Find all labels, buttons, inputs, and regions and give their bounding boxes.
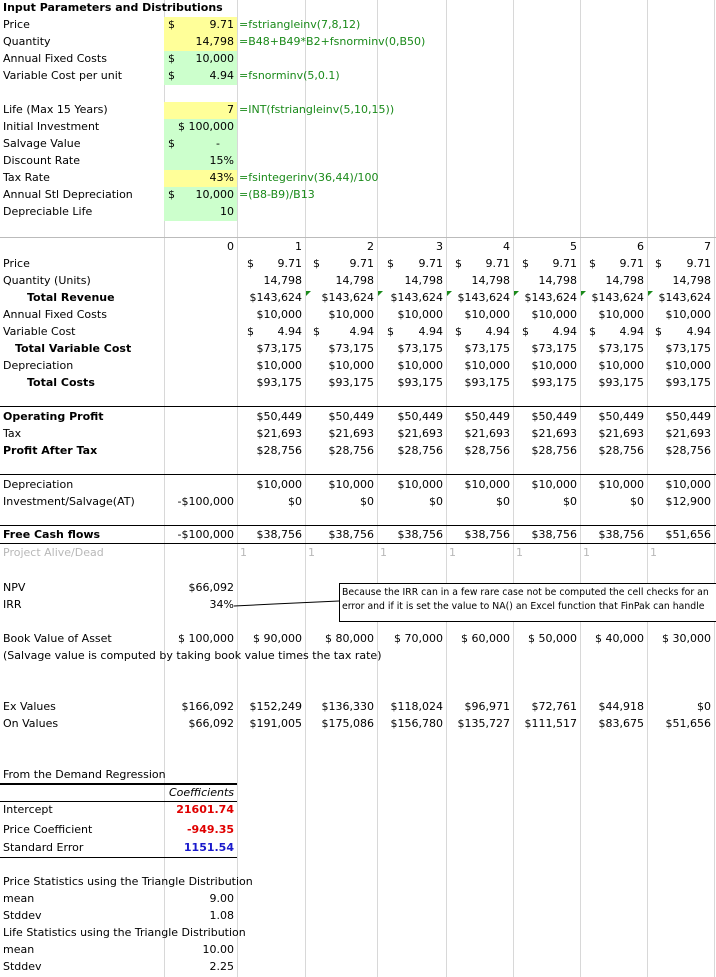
- row-dep-1: $10,000: [256, 359, 302, 372]
- row-dep2-7: $10,000: [665, 478, 711, 491]
- input-price-label: Price: [3, 18, 30, 31]
- row-price-cur-2: $: [313, 257, 320, 270]
- irr-comment-line-2: error and if it is set the value to NA() an Excel function that FinPak can handle: [342, 601, 705, 612]
- row-fcf-4: $38,756: [464, 528, 510, 541]
- row-fixed-1: $10,000: [256, 308, 302, 321]
- row-qty-label: Quantity (Units): [3, 274, 91, 287]
- row-varc-cur-1: $: [247, 325, 254, 338]
- row-varc-cur-6: $: [589, 325, 596, 338]
- regression-header: Coefficients: [168, 786, 234, 799]
- ex-label: Ex Values: [3, 700, 56, 713]
- row-dep2-label: Depreciation: [3, 478, 74, 491]
- regression-price-value: -949.35: [186, 823, 234, 836]
- row-fcf-3: $38,756: [397, 528, 443, 541]
- input-price-cur: $: [168, 18, 175, 31]
- row-dep-5: $10,000: [531, 359, 577, 372]
- row-tvc-4: $73,175: [464, 342, 510, 355]
- book-label: Book Value of Asset: [3, 632, 112, 645]
- row-pat-4: $28,756: [464, 444, 510, 457]
- row-dep2-6: $10,000: [598, 478, 644, 491]
- regression-intercept-label: Intercept: [3, 803, 53, 816]
- row-rev-1: $143,624: [249, 291, 302, 304]
- regression-rule-bottom: [0, 857, 237, 858]
- ex-5: $72,761: [531, 700, 577, 713]
- year-5: 5: [570, 240, 577, 253]
- row-qty-1: 14,798: [263, 274, 302, 287]
- row-inv-label: Investment/Salvage(AT): [3, 495, 135, 508]
- inputs-title: Input Parameters and Distributions: [3, 1, 223, 14]
- input-tax-formula: =fsintegerinv(36,44)/100: [239, 171, 379, 184]
- row-tc-2: $93,175: [328, 376, 374, 389]
- book-5: $ 50,000: [528, 632, 577, 645]
- row-tax-1: $21,693: [256, 427, 302, 440]
- row-rev-2: $143,624: [321, 291, 374, 304]
- input-life-formula: =INT(fstriangleinv(5,10,15)): [239, 103, 395, 116]
- row-inv-2: $0: [360, 495, 374, 508]
- row-tvc-6: $73,175: [598, 342, 644, 355]
- input-investment-value[interactable]: $ 100,000: [178, 120, 234, 133]
- regression-se-value: 1151.54: [183, 841, 234, 854]
- row-varc-cur-2: $: [313, 325, 320, 338]
- on-7: $51,656: [665, 717, 711, 730]
- book-7: $ 30,000: [662, 632, 711, 645]
- row-fixed-label: Annual Fixed Costs: [3, 308, 107, 321]
- regression-title: From the Demand Regression: [3, 768, 166, 781]
- row-alive-2: 1: [308, 546, 315, 559]
- row-dep-7: $10,000: [665, 359, 711, 372]
- row-tax-5: $21,693: [531, 427, 577, 440]
- input-quantity-value[interactable]: 14,798: [195, 35, 234, 48]
- pricestats-mean-label: mean: [3, 892, 35, 905]
- row-varc-cur-3: $: [387, 325, 394, 338]
- pricestats-stddev-value: 1.08: [209, 909, 234, 922]
- row-alive-4: 1: [449, 546, 456, 559]
- row-tc-label: Total Costs: [27, 376, 95, 389]
- error-indicator: [648, 291, 653, 296]
- input-deprlife-label: Depreciable Life: [3, 205, 93, 218]
- row-tc-4: $93,175: [464, 376, 510, 389]
- input-varcost-value[interactable]: 4.94: [209, 69, 234, 82]
- row-varc-6: 4.94: [619, 325, 644, 338]
- row-inv-5: $0: [563, 495, 577, 508]
- row-varc-cur-5: $: [522, 325, 529, 338]
- row-op-7: $50,449: [665, 410, 711, 423]
- row-varc-cur-4: $: [455, 325, 462, 338]
- year-7: 7: [704, 240, 711, 253]
- input-discount-value[interactable]: 15%: [209, 154, 234, 167]
- input-salvage-cur: $: [168, 137, 175, 150]
- input-depr-label: Annual Stl Depreciation: [3, 188, 133, 201]
- row-qty-7: 14,798: [672, 274, 711, 287]
- row-inv-0: -$100,000: [177, 495, 234, 508]
- irr-comment-line-1: Because the IRR can in a few rare case not be computed the cell checks for an: [342, 587, 709, 598]
- row-op-2: $50,449: [328, 410, 374, 423]
- row-tvc-5: $73,175: [531, 342, 577, 355]
- row-inv-7: $12,900: [665, 495, 711, 508]
- input-tax-value[interactable]: 43%: [209, 171, 234, 184]
- row-qty-5: 14,798: [538, 274, 577, 287]
- lifestats-stddev-label: Stddev: [3, 960, 42, 973]
- input-quantity-formula: =B48+B49*B2+fsnorminv(0,B50): [239, 35, 426, 48]
- row-op-label: Operating Profit: [3, 410, 104, 423]
- book-6: $ 40,000: [595, 632, 644, 645]
- row-fixed-4: $10,000: [464, 308, 510, 321]
- ex-0: $166,092: [181, 700, 234, 713]
- on-4: $135,727: [457, 717, 510, 730]
- row-varc-1: 4.94: [277, 325, 302, 338]
- row-qty-3: 14,798: [404, 274, 443, 287]
- row-fcf-label: Free Cash flows: [3, 528, 101, 541]
- row-price-cur-7: $: [655, 257, 662, 270]
- row-dep-2: $10,000: [328, 359, 374, 372]
- on-2: $175,086: [321, 717, 374, 730]
- row-qty-2: 14,798: [335, 274, 374, 287]
- row-tvc-1: $73,175: [256, 342, 302, 355]
- row-rev-3: $143,624: [390, 291, 443, 304]
- irr-comment-box: [339, 583, 716, 622]
- row-dep-3: $10,000: [397, 359, 443, 372]
- pricestats-mean-value: 9.00: [209, 892, 234, 905]
- npv-label: NPV: [3, 581, 26, 594]
- comment-connector: [234, 597, 340, 611]
- lifestats-mean-label: mean: [3, 943, 35, 956]
- row-tc-6: $93,175: [598, 376, 644, 389]
- row-alive-label: Project Alive/Dead: [3, 546, 104, 559]
- row-price-label: Price: [3, 257, 30, 270]
- row-inv-1: $0: [288, 495, 302, 508]
- row-pat-label: Profit After Tax: [3, 444, 98, 457]
- input-price-formula: =fstriangleinv(7,8,12): [239, 18, 361, 31]
- row-rev-4: $143,624: [457, 291, 510, 304]
- row-dep2-2: $10,000: [328, 478, 374, 491]
- book-1: $ 90,000: [253, 632, 302, 645]
- row-tvc-label: Total Variable Cost: [15, 342, 132, 355]
- regression-se-label: Standard Error: [3, 841, 84, 854]
- book-2: $ 80,000: [325, 632, 374, 645]
- input-depr-formula: =(B8-B9)/B13: [239, 188, 315, 201]
- ex-6: $44,918: [598, 700, 644, 713]
- book-0: $ 100,000: [178, 632, 234, 645]
- row-tax-7: $21,693: [665, 427, 711, 440]
- row-fixed-3: $10,000: [397, 308, 443, 321]
- error-indicator: [581, 291, 586, 296]
- row-fixed-2: $10,000: [328, 308, 374, 321]
- section-rule: [0, 406, 716, 407]
- row-fixed-5: $10,000: [531, 308, 577, 321]
- row-alive-3: 1: [380, 546, 387, 559]
- row-varc-7: 4.94: [686, 325, 711, 338]
- on-label: On Values: [3, 717, 59, 730]
- input-salvage-label: Salvage Value: [3, 137, 81, 150]
- row-inv-6: $0: [630, 495, 644, 508]
- row-fcf-6: $38,756: [598, 528, 644, 541]
- row-fcf-1: $38,756: [256, 528, 302, 541]
- row-fixed-6: $10,000: [598, 308, 644, 321]
- input-life-value[interactable]: 7: [227, 103, 234, 116]
- row-tax-label: Tax: [3, 427, 22, 440]
- row-inv-3: $0: [429, 495, 443, 508]
- row-rev-7: $143,624: [658, 291, 711, 304]
- input-quantity-label: Quantity: [3, 35, 51, 48]
- row-varc-4: 4.94: [485, 325, 510, 338]
- on-0: $66,092: [188, 717, 234, 730]
- row-tc-7: $93,175: [665, 376, 711, 389]
- book-4: $ 60,000: [461, 632, 510, 645]
- npv-value: $66,092: [188, 581, 234, 594]
- row-pat-6: $28,756: [598, 444, 644, 457]
- row-price-cur-3: $: [387, 257, 394, 270]
- row-tvc-2: $73,175: [328, 342, 374, 355]
- row-pat-2: $28,756: [328, 444, 374, 457]
- ex-7: $0: [697, 700, 711, 713]
- row-dep2-1: $10,000: [256, 478, 302, 491]
- year-3: 3: [436, 240, 443, 253]
- row-dep-6: $10,000: [598, 359, 644, 372]
- input-deprlife-value[interactable]: 10: [220, 205, 234, 218]
- input-varcost-formula: =fsnorminv(5,0.1): [239, 69, 340, 82]
- error-indicator: [306, 291, 311, 296]
- row-varc-2: 4.94: [349, 325, 374, 338]
- row-pat-3: $28,756: [397, 444, 443, 457]
- ex-2: $136,330: [321, 700, 374, 713]
- year-0: 0: [227, 240, 234, 253]
- book-3: $ 70,000: [394, 632, 443, 645]
- row-alive-6: 1: [583, 546, 590, 559]
- input-fixed-label: Annual Fixed Costs: [3, 52, 107, 65]
- row-alive-5: 1: [516, 546, 523, 559]
- ex-4: $96,971: [464, 700, 510, 713]
- input-fixed-value[interactable]: 10,000: [195, 52, 234, 65]
- irr-label: IRR: [3, 598, 22, 611]
- row-price-cur-5: $: [522, 257, 529, 270]
- row-rev-6: $143,624: [591, 291, 644, 304]
- lifestats-mean-value: 10.00: [202, 943, 234, 956]
- on-3: $156,780: [390, 717, 443, 730]
- row-tvc-7: $73,175: [665, 342, 711, 355]
- input-depr-cur: $: [168, 188, 175, 201]
- row-alive-1: 1: [240, 546, 247, 559]
- pricestats-title: Price Statistics using the Triangle Distribution: [3, 875, 253, 888]
- row-fixed-7: $10,000: [665, 308, 711, 321]
- row-pat-1: $28,756: [256, 444, 302, 457]
- row-varc-5: 4.94: [552, 325, 577, 338]
- row-pat-7: $28,756: [665, 444, 711, 457]
- row-price-3: 9.71: [418, 257, 443, 270]
- input-discount-label: Discount Rate: [3, 154, 81, 167]
- row-inv-4: $0: [496, 495, 510, 508]
- row-dep-4: $10,000: [464, 359, 510, 372]
- year-6: 6: [637, 240, 644, 253]
- lifestats-title: Life Statistics using the Triangle Distribution: [3, 926, 246, 939]
- row-op-1: $50,449: [256, 410, 302, 423]
- row-rev-5: $143,624: [524, 291, 577, 304]
- row-qty-6: 14,798: [605, 274, 644, 287]
- row-varc-3: 4.94: [418, 325, 443, 338]
- row-dep2-3: $10,000: [397, 478, 443, 491]
- row-price-7: 9.71: [686, 257, 711, 270]
- row-dep-label: Depreciation: [3, 359, 74, 372]
- input-tax-label: Tax Rate: [3, 171, 50, 184]
- row-varc-label: Variable Cost: [3, 325, 76, 338]
- year-4: 4: [503, 240, 510, 253]
- row-price-5: 9.71: [552, 257, 577, 270]
- table-top-rule: [0, 237, 716, 238]
- error-indicator: [447, 291, 452, 296]
- row-tax-4: $21,693: [464, 427, 510, 440]
- row-fcf-5: $38,756: [531, 528, 577, 541]
- row-price-cur-4: $: [455, 257, 462, 270]
- row-tc-3: $93,175: [397, 376, 443, 389]
- section-rule: [0, 543, 716, 544]
- row-fcf-0: -$100,000: [177, 528, 234, 541]
- row-tax-2: $21,693: [328, 427, 374, 440]
- lifestats-stddev-value: 2.25: [209, 960, 234, 973]
- on-1: $191,005: [249, 717, 302, 730]
- row-dep2-5: $10,000: [531, 478, 577, 491]
- row-tc-5: $93,175: [531, 376, 577, 389]
- error-indicator: [378, 291, 383, 296]
- row-tvc-3: $73,175: [397, 342, 443, 355]
- ex-3: $118,024: [390, 700, 443, 713]
- row-price-cur-6: $: [589, 257, 596, 270]
- book-note: (Salvage value is computed by taking book value times the tax rate): [3, 649, 382, 662]
- year-2: 2: [367, 240, 374, 253]
- row-qty-4: 14,798: [471, 274, 510, 287]
- row-tax-6: $21,693: [598, 427, 644, 440]
- row-fcf-2: $38,756: [328, 528, 374, 541]
- row-tc-1: $93,175: [256, 376, 302, 389]
- input-salvage-value[interactable]: -: [216, 137, 220, 150]
- input-investment-label: Initial Investment: [3, 120, 100, 133]
- section-rule: [0, 525, 716, 526]
- row-price-2: 9.71: [349, 257, 374, 270]
- section-rule: [0, 474, 716, 475]
- row-pat-5: $28,756: [531, 444, 577, 457]
- input-life-label: Life (Max 15 Years): [3, 103, 108, 116]
- row-op-5: $50,449: [531, 410, 577, 423]
- row-alive-7: 1: [650, 546, 657, 559]
- irr-value[interactable]: 34%: [209, 598, 234, 611]
- row-tax-3: $21,693: [397, 427, 443, 440]
- input-price-value[interactable]: 9.71: [209, 18, 234, 31]
- on-6: $83,675: [598, 717, 644, 730]
- input-fixed-cur: $: [168, 52, 175, 65]
- row-dep2-4: $10,000: [464, 478, 510, 491]
- row-varc-cur-7: $: [655, 325, 662, 338]
- row-price-1: 9.71: [277, 257, 302, 270]
- row-price-4: 9.71: [485, 257, 510, 270]
- on-5: $111,517: [524, 717, 577, 730]
- regression-intercept-value: 21601.74: [176, 803, 234, 816]
- pricestats-stddev-label: Stddev: [3, 909, 42, 922]
- input-varcost-cur: $: [168, 69, 175, 82]
- row-rev-label: Total Revenue: [27, 291, 115, 304]
- row-op-4: $50,449: [464, 410, 510, 423]
- row-price-6: 9.71: [619, 257, 644, 270]
- row-op-6: $50,449: [598, 410, 644, 423]
- year-1: 1: [295, 240, 302, 253]
- input-varcost-label: Variable Cost per unit: [3, 69, 123, 82]
- row-price-cur-1: $: [247, 257, 254, 270]
- ex-1: $152,249: [249, 700, 302, 713]
- input-depr-value[interactable]: 10,000: [195, 188, 234, 201]
- row-fcf-7: $51,656: [665, 528, 711, 541]
- error-indicator: [514, 291, 519, 296]
- row-op-3: $50,449: [397, 410, 443, 423]
- regression-price-label: Price Coefficient: [3, 823, 93, 836]
